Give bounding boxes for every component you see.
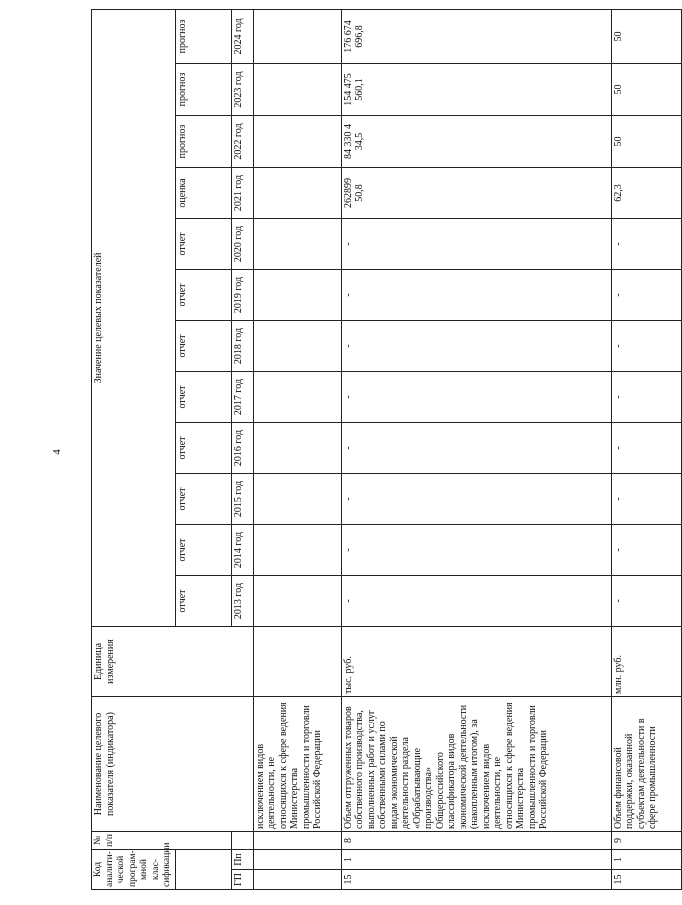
header-code-group: Код аналити-ческой програм-мной клас-сификации bbox=[92, 850, 176, 890]
cell-value: 50 bbox=[611, 116, 681, 168]
table-row bbox=[611, 9, 681, 889]
cell-unit: тыс. руб. bbox=[341, 627, 611, 697]
cell-value: - bbox=[341, 270, 611, 321]
value-type: отчет bbox=[175, 423, 231, 474]
cell-value bbox=[253, 219, 341, 270]
cell-name: Объем финансовой поддержки, оказанной субъектам деятельности в сфере промышленности bbox=[611, 697, 681, 832]
value-type: отчет bbox=[175, 474, 231, 525]
cell-unit: млн. руб. bbox=[611, 627, 681, 697]
cell-value: 50 bbox=[611, 64, 681, 116]
year-header: 2015 год bbox=[231, 474, 253, 525]
year-header: 2021 год bbox=[231, 168, 253, 219]
cell-name: Объем отгруженных товаров собственного производства, выполненных работ и услуг собственными силами по видам экономической деятельности раздела «Обрабатывающие производства» Общероссийского классификатора видов экономической деятельности (накопленным итогом), за исключением видов деятельности, не относящихся к сфере ведения Министерства промышленности и торговли Российской Федерации bbox=[341, 697, 611, 832]
cell-value: - bbox=[611, 423, 681, 474]
cell-value: 50 bbox=[611, 9, 681, 63]
cell-value bbox=[253, 270, 341, 321]
cell-value: - bbox=[611, 270, 681, 321]
cell-value: - bbox=[611, 219, 681, 270]
header-pp: Пп bbox=[231, 850, 253, 870]
cell-value bbox=[253, 64, 341, 116]
cell-value: - bbox=[341, 219, 611, 270]
cell-value: - bbox=[341, 525, 611, 576]
value-type: прогноз bbox=[175, 116, 231, 168]
cell-value bbox=[253, 9, 341, 63]
year-header: 2013 год bbox=[231, 576, 253, 627]
cell-num: 9 bbox=[611, 832, 681, 850]
table-row bbox=[341, 9, 611, 889]
cell-value: 262899 50,8 bbox=[341, 168, 611, 219]
cell-value: - bbox=[611, 321, 681, 372]
indicators-table-wrapper bbox=[91, 10, 658, 890]
cell-gp: 15 bbox=[611, 870, 681, 890]
value-type: прогноз bbox=[175, 9, 231, 63]
cell-value bbox=[253, 423, 341, 474]
value-type: отчет bbox=[175, 270, 231, 321]
year-header: 2022 год bbox=[231, 116, 253, 168]
cell-value: 176 674 696,8 bbox=[341, 9, 611, 63]
year-header: 2014 год bbox=[231, 525, 253, 576]
year-header: 2019 год bbox=[231, 270, 253, 321]
cell-pp: 1 bbox=[341, 850, 611, 870]
cell-value bbox=[253, 372, 341, 423]
cell-value bbox=[253, 474, 341, 525]
cell-value: - bbox=[611, 525, 681, 576]
cell-gp bbox=[253, 870, 341, 890]
cell-value: 154 475 560,1 bbox=[341, 64, 611, 116]
table-row bbox=[253, 9, 341, 889]
year-header: 2016 год bbox=[231, 423, 253, 474]
value-type: оценка bbox=[175, 168, 231, 219]
value-type: отчет bbox=[175, 525, 231, 576]
cell-value: - bbox=[341, 372, 611, 423]
cell-value: - bbox=[611, 474, 681, 525]
indicators-table bbox=[91, 9, 682, 890]
value-type: отчет bbox=[175, 321, 231, 372]
cell-num bbox=[253, 832, 341, 850]
cell-value bbox=[253, 168, 341, 219]
year-header: 2023 год bbox=[231, 64, 253, 116]
page-number: 4 bbox=[50, 449, 63, 455]
cell-value bbox=[253, 321, 341, 372]
year-header: 2024 год bbox=[231, 9, 253, 63]
year-header: 2020 год bbox=[231, 219, 253, 270]
value-type: отчет bbox=[175, 372, 231, 423]
cell-value bbox=[253, 576, 341, 627]
header-gp: ГП bbox=[231, 870, 253, 890]
header-num: № п/п bbox=[92, 832, 232, 850]
cell-value: 84 330 4 34,5 bbox=[341, 116, 611, 168]
cell-pp: 1 bbox=[611, 850, 681, 870]
cell-value bbox=[253, 525, 341, 576]
cell-value: - bbox=[341, 474, 611, 525]
value-type: отчет bbox=[175, 576, 231, 627]
header-unit: Единица измерения bbox=[92, 627, 254, 697]
year-header: 2017 год bbox=[231, 372, 253, 423]
year-header: 2018 год bbox=[231, 321, 253, 372]
value-type: прогноз bbox=[175, 64, 231, 116]
cell-name: исключением видов деятельности, не относящихся к сфере ведения Министерства промышленности и торговли Российской Федерации bbox=[253, 697, 341, 832]
value-type: отчет bbox=[175, 219, 231, 270]
cell-value: - bbox=[341, 576, 611, 627]
cell-gp: 15 bbox=[341, 870, 611, 890]
header-name: Наименование целевого показателя (индикатора) bbox=[92, 697, 254, 832]
cell-value: - bbox=[611, 372, 681, 423]
cell-num: 8 bbox=[341, 832, 611, 850]
cell-value: - bbox=[611, 576, 681, 627]
cell-value: - bbox=[341, 423, 611, 474]
cell-value: - bbox=[341, 321, 611, 372]
cell-unit bbox=[253, 627, 341, 697]
cell-value: 62,3 bbox=[611, 168, 681, 219]
header-values-group: Значение целевых показателей bbox=[92, 9, 176, 626]
cell-value bbox=[253, 116, 341, 168]
cell-pp bbox=[253, 850, 341, 870]
